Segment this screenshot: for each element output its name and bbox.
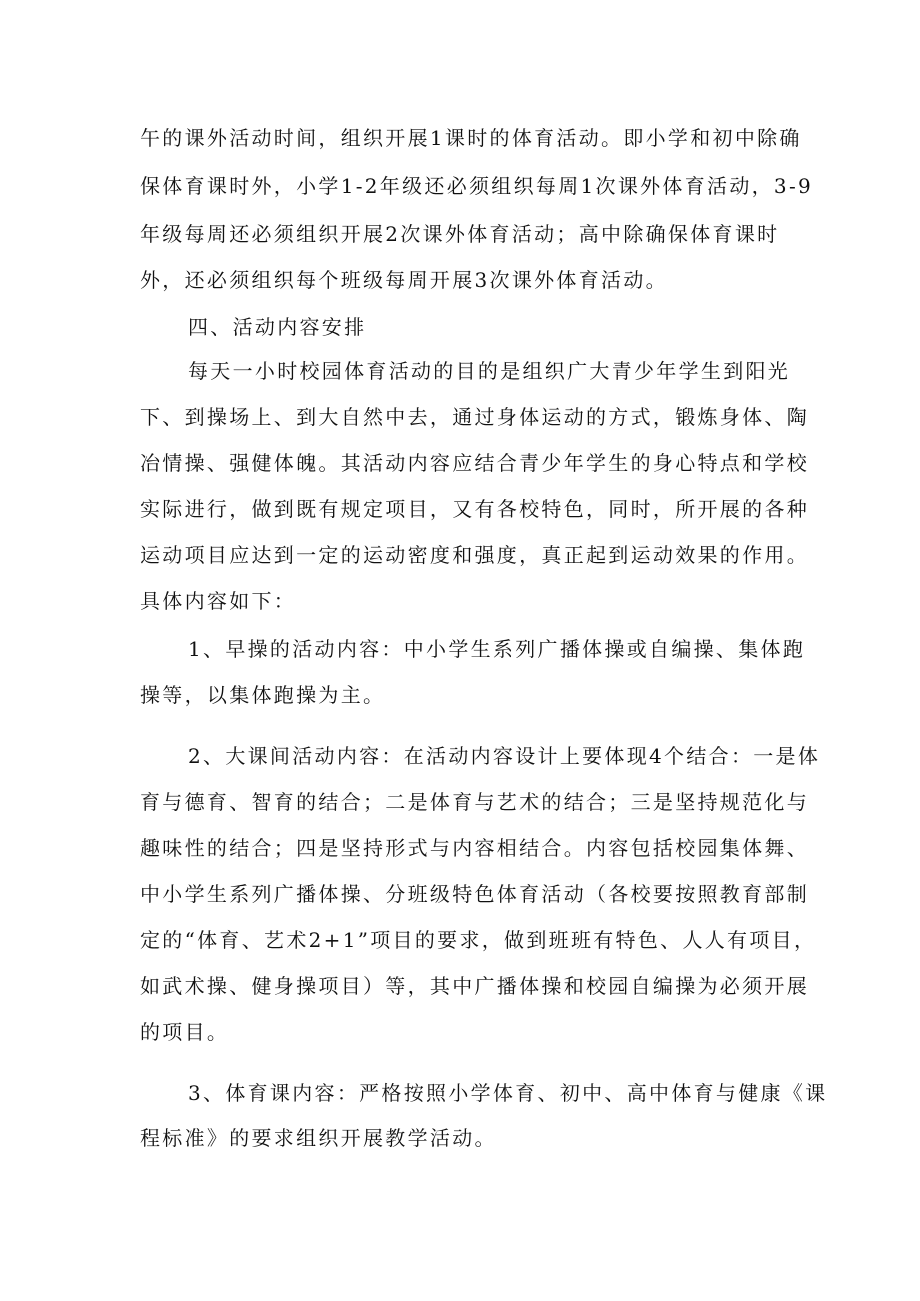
list-item-line: 如武术操、健身操项目）等，其中广播体操和校园自编操为必须开展 [140,974,809,998]
list-item-line: 2、大课间活动内容：在活动内容设计上要体现4个结合：一是体 [188,744,821,768]
paragraph-line: 运动项目应达到一定的运动密度和强度，真正起到运动效果的作用。 [140,543,809,567]
paragraph-line: 实际进行，做到既有规定项目，又有各校特色，同时，所开展的各种 [140,497,809,521]
paragraph-line: 每天一小时校园体育活动的目的是组织广大青少年学生到阳光 [188,359,791,383]
list-item-line: 的项目。 [140,1020,230,1044]
paragraph-line: 午的课外活动时间，组织开展1课时的体育活动。即小学和初中除确 [140,126,802,150]
list-item-line: 育与德育、智育的结合；二是体育与艺术的结合；三是坚持规范化与 [140,790,809,814]
paragraph-line: 年级每周还必须组织开展2次课外体育活动；高中除确保体育课时 [140,222,780,246]
section-heading: 四、活动内容安排 [188,315,367,339]
list-item-line: 定的“体育、艺术2+1”项目的要求，做到班班有特色、人人有项目， [140,928,817,952]
list-item-line: 3、体育课内容：严格按照小学体育、初中、高中体育与健康《课 [188,1081,828,1105]
paragraph-line: 外，还必须组织每个班级每周开展3次课外体育活动。 [140,268,668,292]
list-item-line: 中小学生系列广播体操、分班级特色体育活动（各校要按照教育部制 [140,882,809,906]
paragraph-line: 下、到操场上、到大自然中去，通过身体运动的方式，锻炼身体、陶 [140,405,809,429]
paragraph-line: 具体内容如下： [140,589,297,613]
list-item-line: 1、早操的活动内容：中小学生系列广播体操或自编操、集体跑 [188,637,806,661]
list-item-line: 程标准》的要求组织开展教学活动。 [140,1126,497,1150]
list-item-line: 操等，以集体跑操为主。 [140,683,386,707]
list-item-line: 趣味性的结合；四是坚持形式与内容相结合。内容包括校园集体舞、 [140,836,809,860]
paragraph-line: 保体育课时外，小学1-2年级还必须组织每周1次课外体育活动，3-9 [140,174,814,198]
paragraph-line: 冶情操、强健体魄。其活动内容应结合青少年学生的身心特点和学校 [140,451,809,475]
